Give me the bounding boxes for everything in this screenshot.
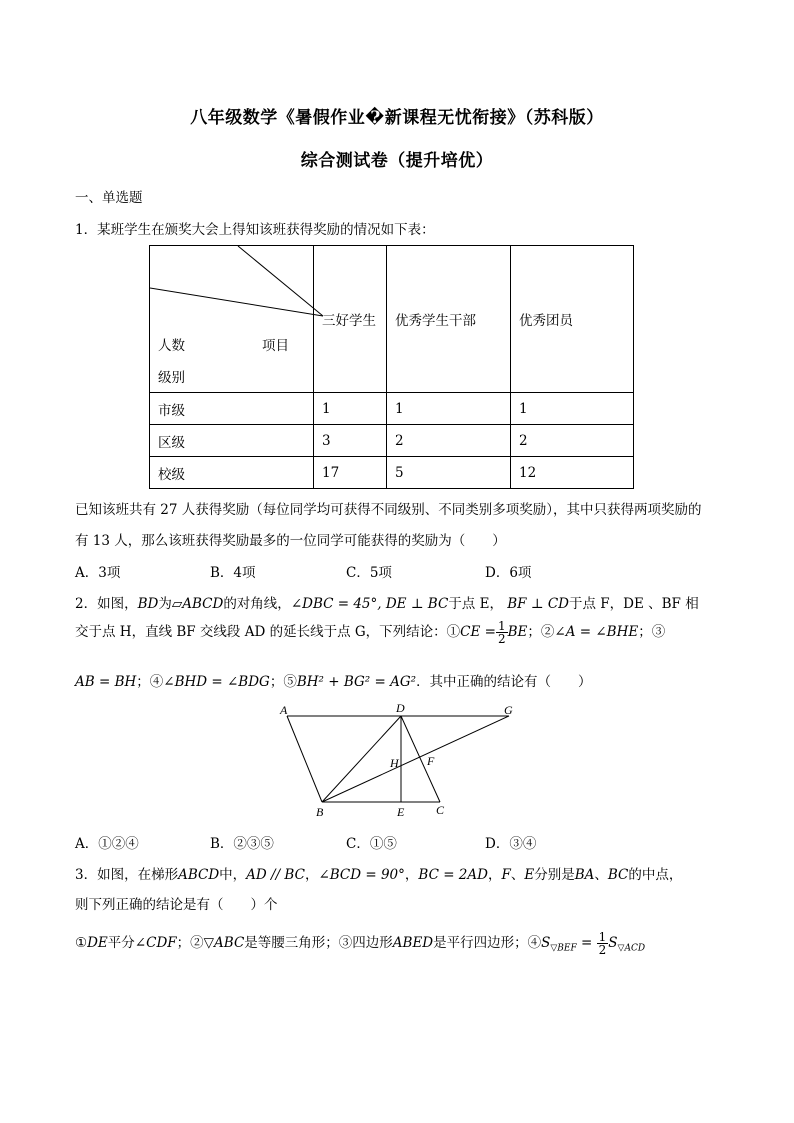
q2-math: ▱ABCD <box>171 596 224 612</box>
label-b: B <box>316 805 324 819</box>
q2-line2 <box>75 620 665 645</box>
column-header: 优秀学生干部 <box>387 246 511 393</box>
fraction-numerator: 1 <box>497 619 506 633</box>
q3-text: 是平行四边形；④ <box>433 935 542 951</box>
table-corner-cell <box>150 246 314 393</box>
q3-math: S <box>608 935 618 951</box>
table-cell: 1 <box>511 393 634 425</box>
q1-stem: 1．某班学生在颁奖大会上得知该班获得奖励的情况如下表： <box>75 222 435 238</box>
q3-text: ① <box>75 935 88 951</box>
column-header: 优秀团员 <box>511 246 634 393</box>
table-row <box>150 457 634 489</box>
q2-math: BE <box>507 624 528 640</box>
q3-text: ；② <box>176 935 204 951</box>
q1-text-line2: 有 13 人，那么该班获得奖励最多的一位同学可能获得的奖励为（ ） <box>75 533 506 549</box>
label-h: H <box>390 756 399 770</box>
corner-label-count: 人数 <box>158 338 185 354</box>
q3-math: ∠BCD = 90° <box>318 867 405 883</box>
q3-subscript: ▽ACD <box>617 943 646 954</box>
table-cell: 2 <box>387 425 511 457</box>
q3-line3 <box>75 931 645 956</box>
fraction-denominator: 2 <box>497 632 506 646</box>
q3-text: ， <box>404 867 419 883</box>
row-level: 区级 <box>150 425 314 457</box>
option-c[interactable]: C．5项 <box>346 565 392 581</box>
q3-text: 的中点， <box>628 867 683 883</box>
q3-text: 中， <box>219 867 247 883</box>
q2-text: 于点 E， <box>448 596 503 612</box>
page-title: 八年级数学《暑假作业�新课程无忧衔接》（苏科版） <box>190 108 604 128</box>
q3-math: ▽ABC <box>203 935 245 951</box>
q3-math: BC <box>607 867 629 883</box>
q3-math: DE <box>87 935 108 951</box>
q2-text: ；② <box>527 624 555 640</box>
option-c[interactable]: C．①⑤ <box>346 836 397 852</box>
q3-math: AD // BC <box>246 867 305 883</box>
q3-math: ∠CDF <box>134 935 177 951</box>
table-cell: 5 <box>387 457 511 489</box>
option-d[interactable]: D．6项 <box>485 565 532 581</box>
table-cell: 1 <box>387 393 511 425</box>
table-cell: 17 <box>314 457 387 489</box>
section-heading: 一、单选题 <box>75 190 143 206</box>
row-level: 市级 <box>150 393 314 425</box>
option-a[interactable]: A．①②④ <box>75 836 139 852</box>
q2-text: ；④ <box>136 674 164 690</box>
q3-text: 平分 <box>107 935 135 951</box>
option-a[interactable]: A．3项 <box>75 565 121 581</box>
corner-label-level: 级别 <box>158 370 185 386</box>
label-g: G <box>504 703 513 717</box>
label-a: A <box>280 703 288 717</box>
q3-math: BC = 2AD <box>418 867 488 883</box>
q2-math: ∠BHD = ∠BDG <box>163 674 270 690</box>
line-ab <box>287 716 322 802</box>
q3-subscript: ▽BEF <box>550 943 577 954</box>
q3-text: 3．如图，在梯形 <box>75 867 179 883</box>
q3-text: 是等腰三角形；③四边形 <box>244 935 393 951</box>
q2-line3 <box>75 670 592 690</box>
q2-math: BH² + BG² = AG² <box>296 674 417 690</box>
q3-math: ABCD <box>178 867 220 883</box>
q3-math: F <box>501 867 511 883</box>
q2-math: ∠DBC = 45°, DE ⊥ BC <box>290 596 449 612</box>
label-d: D <box>396 701 405 715</box>
q3-math: BA <box>574 867 595 883</box>
option-b[interactable]: B．4项 <box>210 565 256 581</box>
q1-text-line1: 已知该班共有 27 人获得奖励（每位同学均可获得不同级别、不同类别多项奖励），其中只获得两项奖励的 <box>75 502 702 518</box>
q3-text: = <box>581 935 593 951</box>
q2-math: AB = BH <box>75 674 137 690</box>
table-cell: 12 <box>511 457 634 489</box>
q3-text: 、 <box>594 867 608 883</box>
option-d[interactable]: D．③④ <box>485 836 537 852</box>
label-e: E <box>397 805 405 819</box>
line-bg <box>322 716 509 802</box>
q2-math: BF ⊥ CD <box>507 596 569 612</box>
option-b[interactable]: B．②③⑤ <box>210 836 274 852</box>
label-c: C <box>436 803 445 817</box>
table-header-row <box>150 246 634 393</box>
q3-text: 、 <box>510 867 525 883</box>
q3-text: ， <box>304 867 319 883</box>
q3-math: E <box>524 867 535 883</box>
q2-text: 2．如图， <box>75 596 138 612</box>
q3-text: ， <box>487 867 502 883</box>
parallelogram-figure <box>270 700 530 820</box>
table-row <box>150 425 634 457</box>
award-table <box>149 245 634 489</box>
q2-text: 交于点 H，直线 BF 交线段 AD 的延长线于点 G，下列结论：① <box>75 624 461 640</box>
row-level: 校级 <box>150 457 314 489</box>
q3-line2: 则下列正确的结论是有（ ）个 <box>75 897 278 913</box>
table-row <box>150 393 634 425</box>
q2-math: CE = <box>460 624 496 640</box>
page-subtitle: 综合测试卷（提升培优） <box>300 151 494 171</box>
q2-text: 为 <box>158 596 172 612</box>
fraction <box>597 931 609 956</box>
corner-label-item: 项目 <box>262 338 289 354</box>
table-cell: 3 <box>314 425 387 457</box>
fraction-denominator: 2 <box>598 943 607 957</box>
fraction-numerator: 1 <box>598 930 607 944</box>
q2-text: ；③ <box>638 624 666 640</box>
table-cell: 2 <box>511 425 634 457</box>
q2-text: 于点 F，DE 、BF 相 <box>569 596 699 612</box>
q2-math: BD <box>137 596 159 612</box>
label-f: F <box>427 754 435 768</box>
q2-text: ．其中正确的结论有（ ） <box>416 674 592 690</box>
q3-math: S <box>541 935 551 951</box>
table-cell: 1 <box>314 393 387 425</box>
q2-line1 <box>75 592 699 612</box>
fraction <box>496 620 508 645</box>
q3-math: ABED <box>392 935 434 951</box>
column-header: 三好学生 <box>314 246 387 393</box>
q2-text: ；⑤ <box>269 674 297 690</box>
q2-text: 的对角线， <box>223 596 291 612</box>
q3-text: 分别是 <box>534 867 575 883</box>
q2-math: ∠A = ∠BHE <box>554 624 639 640</box>
q3-line1 <box>75 863 682 883</box>
